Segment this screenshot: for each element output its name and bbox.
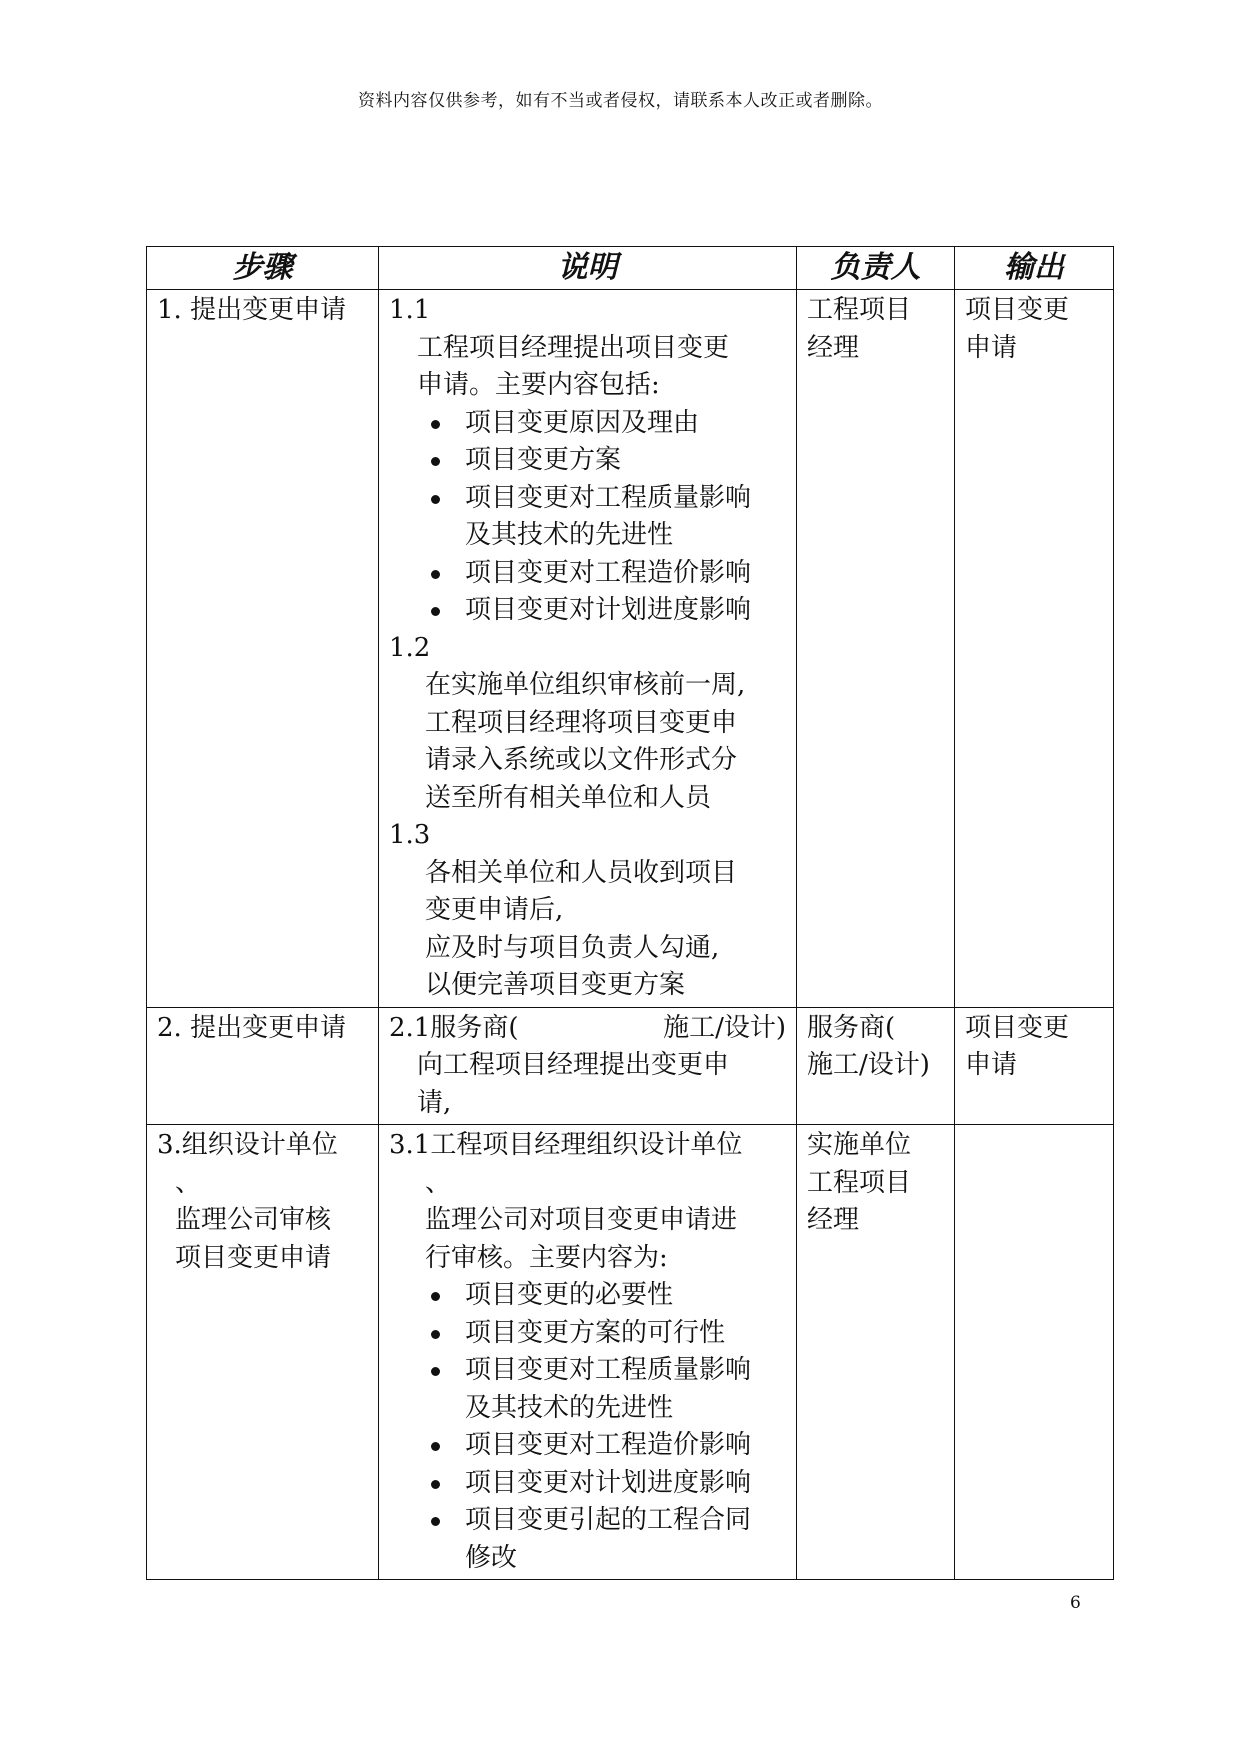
- description-cell: [379, 1007, 797, 1125]
- description-head: [389, 1010, 786, 1048]
- list-item: [425, 480, 786, 555]
- list-item: [425, 592, 786, 630]
- owner-cell: [797, 290, 955, 1008]
- owner-line: 施工/设计): [807, 1050, 930, 1080]
- description-head-right: 施工/设计): [663, 1012, 786, 1043]
- table-row: [147, 1007, 1114, 1125]
- owner-line: 经理: [807, 1205, 860, 1235]
- list-item: [425, 442, 786, 480]
- section-number: 1.2: [389, 632, 431, 663]
- bullet-icon: [431, 1517, 440, 1526]
- step-cell: [147, 290, 379, 1008]
- description-cell: [379, 1125, 797, 1580]
- section-number: 1.1: [389, 295, 431, 325]
- bullet-icon: [431, 570, 440, 579]
- description-line: 向工程项目经理提出变更申: [417, 1050, 730, 1080]
- output-line: 项目变更: [965, 295, 1070, 325]
- list-item-text: 项目变更方案的可行性: [465, 1317, 726, 1348]
- list-item-text: 修改: [465, 1542, 518, 1573]
- description-line: 各相关单位和人员收到项目: [425, 857, 738, 888]
- bullet-icon: [431, 1442, 440, 1451]
- list-item-text: 及其技术的先进性: [465, 520, 674, 550]
- bullet-icon: [431, 1330, 440, 1339]
- description-head-left: 2.1服务商(: [389, 1012, 519, 1043]
- step-label: 监理公司审核: [175, 1205, 332, 1235]
- description-line: 工程项目经理将项目变更申: [425, 707, 738, 738]
- description-line: 在实施单位组织审核前一周,: [425, 670, 746, 700]
- list-item-text: 项目变更对计划进度影响: [465, 1467, 752, 1498]
- process-table: [146, 246, 1114, 1580]
- list-item: [425, 555, 786, 593]
- output-line: 项目变更: [965, 1012, 1070, 1043]
- bullet-icon: [431, 420, 440, 429]
- table-row: [147, 1125, 1114, 1580]
- bullet-icon: [431, 1480, 440, 1489]
- description-line: 变更申请后,: [425, 895, 564, 925]
- step-label: 、: [175, 1167, 202, 1198]
- step-label: 2. 提出变更申请: [157, 1012, 347, 1043]
- list-item-text: 项目变更对工程质量影响: [465, 482, 752, 513]
- description-line: 以便完善项目变更方案: [425, 970, 686, 1000]
- header-output: 输出: [955, 247, 1114, 290]
- list-item-text: 项目变更的必要性: [465, 1280, 674, 1310]
- output-cell: [955, 1125, 1114, 1580]
- step-label: 3.组织设计单位: [157, 1130, 338, 1160]
- description-line: 请录入系统或以文件形式分: [425, 745, 738, 775]
- header-disclaimer: 资料内容仅供参考，如有不当或者侵权，请联系本人改正或者删除。: [358, 91, 883, 111]
- description-line: 送至所有相关单位和人员: [425, 782, 712, 813]
- list-item: [425, 1427, 786, 1465]
- output-line: 申请: [965, 1050, 1018, 1080]
- list-item-text: 项目变更对工程造价影响: [465, 1430, 752, 1460]
- list-item: [425, 1465, 786, 1503]
- header-owner: 负责人: [797, 247, 955, 290]
- description-line: 行审核。主要内容为:: [425, 1242, 668, 1273]
- step-cell: [147, 1007, 379, 1125]
- description-cell: [379, 290, 797, 1008]
- table-row: [147, 290, 1114, 1008]
- bullet-list: [389, 405, 786, 630]
- output-line: 申请: [965, 332, 1018, 363]
- list-item-text: 项目变更对工程质量影响: [465, 1355, 752, 1385]
- bullet-icon: [431, 1292, 440, 1301]
- bullet-icon: [431, 607, 440, 616]
- bullet-list: [389, 1277, 786, 1577]
- step-cell: [147, 1125, 379, 1580]
- bullet-icon: [431, 1367, 440, 1376]
- bullet-icon: [431, 457, 440, 466]
- list-item-text: 项目变更引起的工程合同: [465, 1505, 752, 1535]
- list-item-text: 及其技术的先进性: [465, 1392, 674, 1423]
- output-cell: [955, 290, 1114, 1008]
- table-header-row: [147, 247, 1114, 290]
- list-item-text: 项目变更方案: [465, 445, 622, 475]
- step-label: 1. 提出变更申请: [157, 295, 347, 325]
- owner-line: 工程项目: [807, 295, 912, 325]
- description-line: 工程项目经理提出项目变更: [417, 332, 730, 363]
- list-item-text: 项目变更原因及理由: [465, 407, 700, 438]
- owner-cell: [797, 1125, 955, 1580]
- description-line: 监理公司对项目变更申请进: [425, 1205, 738, 1235]
- owner-line: 经理: [807, 332, 860, 363]
- header-step: 步骤: [147, 247, 379, 290]
- list-item: [425, 1277, 786, 1315]
- header-description: 说明: [379, 247, 797, 290]
- owner-line: 服务商(: [807, 1012, 896, 1043]
- description-head: 3.1工程项目经理组织设计单位: [389, 1130, 743, 1160]
- list-item-text: 项目变更对计划进度影响: [465, 595, 752, 625]
- description-line: 请,: [417, 1087, 452, 1118]
- list-item: [425, 405, 786, 443]
- page-number: 6: [1070, 1593, 1081, 1613]
- owner-line: 实施单位: [807, 1130, 912, 1160]
- description-line: 申请。主要内容包括:: [417, 370, 660, 400]
- output-cell: [955, 1007, 1114, 1125]
- owner-line: 工程项目: [807, 1167, 912, 1198]
- section-number: 1.3: [389, 820, 431, 850]
- owner-cell: [797, 1007, 955, 1125]
- description-line: 应及时与项目负责人勾通,: [425, 932, 720, 963]
- bullet-icon: [431, 495, 440, 504]
- step-label: 项目变更申请: [175, 1242, 332, 1273]
- list-item: [425, 1502, 786, 1577]
- description-line: 、: [425, 1167, 452, 1198]
- list-item-text: 项目变更对工程造价影响: [465, 557, 752, 588]
- list-item: [425, 1315, 786, 1353]
- list-item: [425, 1352, 786, 1427]
